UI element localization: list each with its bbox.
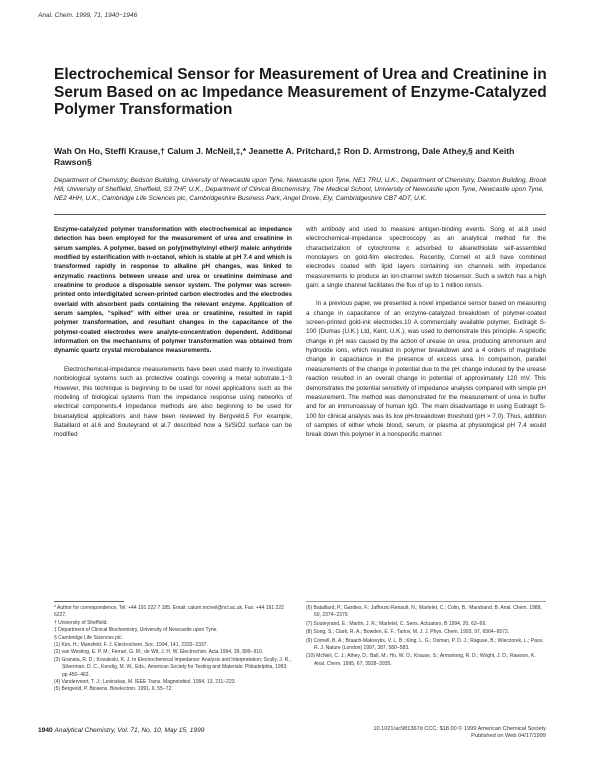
body-paragraph: with antibody and used to measure antigen-binding events. Song et al.8 used electrochemical-impedance spectroscopy as an analytical method for the characterization of cytochrome c adsorbed to alkanethiolate self-assembled monolayers on gold-film electrodes. Recently, Cornell et al.9 have combined electrodes coated with lipid layers containing ion channels with impedance measurements to produce an ion-channel switch biosensor. Such a switch has a high gain: a single channel facilitates the flux of up to 1 million ions/s. xyxy=(306,226,546,290)
footnote: * Author for correspondence. Tel: +44 191 222 7 185. Email: calum.mcneil@ncl.ac.uk. Fax: +44 191 222 6227. xyxy=(54,605,284,619)
reference: (10) McNeil, C. J.; Athey, D.; Ball, M.; Ho, W. O.; Krause, S.; Armstrong, R. D.; Wright, J. D.; Rawson, K. Anal. Chem. 1995, 67, 3928−3935. xyxy=(306,653,536,667)
body-paragraph: In a previous paper, we presented a novel impedance sensor based on measuring a change in capacitance of an enzyme-catalyzed breakdown of polymer-coated screen-printed gold-ink electrodes.10 A commercially available polymer, Eudragit S-100 (Dumas (U.K.) Ltd, Kent, U.K.), was used to demonstrate this principle. A specific change in pH was caused by the action of urease on urea, producing ammonium and hydroxide ions, which resulted in polymer breakdown and a 4 orders of magnitude change in capacitance in the presence of excess urea. In comparison, parallel measurements of the change in potential due to the pH change induced by the urease reaction resulted in an overall change in potential of approximately 120 mV. This demonstrates the potential sensitivity of impedance analysis compared with simple pH measurement. The method was demonstrated for the measurement of urea in buffer and for an immunoassay of human IgG. The main disadvantage in using Eudragit S-100 for clinical analysis was its low pH-breakdown threshold (pH > 7.0). Thus, addition of samples of either whole blood, serum, or plasma at physiological pH 7.4 would break down this polymer in a nonspecific manner. xyxy=(306,300,546,439)
affiliations: Department of Chemistry, Bedson Building, University of Newcastle upon Tyne, Newcastle upon Tyne, NE1 7RU, U.K., Department of Chemistry, Dainton Building, Brook Hill, University of Sheffield, Sheffield, S3 7HF, U.K., Department of Clinical Biochemistry, The Medical School, University of Newcastle upon Tyne, Newcastle upon Tyne, NE2 4HH, U.K., Cambridge Life Sciences plc, Cambridgeshire Business Park, Angel Drove, Ely, Cambridgeshire CB7 4DT, U.K. xyxy=(54,177,547,203)
journal-abbrev: Anal. Chem. xyxy=(38,12,74,19)
left-column xyxy=(54,225,292,449)
references-divider xyxy=(306,601,546,602)
abstract: Enzyme-catalyzed polymer transformation with electrochemical ac impedance detection has been employed for the measurement of urea and creatinine in serum samples. A polymer, based on poly(methylvinyl ether)/ maleic anhydride modified by esterification with n-octanol, which is stable at pH 7.4 and which is transformed rapidly in response to alkaline pH changes, was linked to enzymatic reactions between urease and urea or creatinine deiminase and creatinine to produce a disposable sensor system. The polymer was screen-printed onto interdigitated screen-printed carbon electrodes and the electrodes overlaid with absorbent pads containing the relevant enzyme. Application of serum samples, “spiked” with either urea or creatinine, resulted in rapid polymer transformation, and resultant changes in the capacitance of the polymer-coated electrodes were analyte-concentration dependent. Additional information on the mechanisms of polymer transformation was obtained from dynamic quartz crystal microbalance measurements. xyxy=(54,226,292,355)
reference: (9) Cornell, B. A.; Braach-Maksvytis, V. L. B.; King, L. G.; Osman, P. D. J.; Raguse, B.; Wieczorek, L.; Pace, R. J. Nature (London) 1997, 387, 580−583. xyxy=(306,637,544,652)
page-footer-right xyxy=(330,726,546,741)
right-column xyxy=(306,225,546,449)
footnote: † University of Sheffield. xyxy=(54,619,108,626)
journal-citation: 1999, 71, 1940−1946 xyxy=(75,12,138,19)
header-divider xyxy=(54,214,546,215)
journal-issue: Analytical Chemistry, Vol. 71, No. 10, May 15, 1999 xyxy=(54,727,205,734)
footnote-divider xyxy=(54,601,124,602)
reference: (1) Kim, H.; Mansfeld, F. J. Electrochem. Soc. 1994, 141, 2332−2337. xyxy=(54,642,208,649)
reference: (2) van Westing, E. P. M.; Ferrari, G. M.; de Wit, J. H. W. Electrochim. Acta 1994, 39, 899−910. xyxy=(54,649,264,656)
reference: (6) Bataillard, P.; Gardies, F.; Jaffrezic-Renault, N.; Martelet, C.; Colin, B.; Mandrand, B. Anal. Chem. 1988, 60, 2374−2379. xyxy=(306,605,542,619)
published-date: Published on Web 04/17/1999 xyxy=(471,733,546,740)
reference: (8) Song, S.; Clark, R. A.; Bowden, E. F.; Tarlov, M. J. J. Phys. Chem. 1993, 97, 6564−6572. xyxy=(306,629,510,636)
reference: (3) Granata, R. D.; Kovaleski, K. J. In Electrochemical Impedance: Analysis and Interpretation; Scully, J. R., Silverman, D. C., Kendig, M. W., Eds.; American Society for Testing and Materials: Philadelphia, 1993; pp 450−462. xyxy=(54,656,291,678)
article-title: Electrochemical Sensor for Measurement of Urea and Creatinine in Serum Based on ac Impedance Measurement of Enzyme-Catalyzed Polymer Transformation xyxy=(54,66,547,118)
doi-line: 10.1021/ac981367d CCC: $18.00 © 1999 American Chemical Society xyxy=(373,726,546,732)
reference: (5) Bergveld, P. Biosens. Bioelectron. 1991, 6, 55−72. xyxy=(54,686,173,693)
footnote: ‡ Department of Clinical Biochemistry, University of Newcastle upon Tyne. xyxy=(54,627,218,634)
running-head xyxy=(38,12,137,19)
page-footer-left xyxy=(38,727,204,734)
page-number: 1940 xyxy=(38,727,53,734)
reference: (4) Vandervoort, T. J.; Levinskas, M. IEEE Trans. Magnetobiol. 1994, 13, 211−223. xyxy=(54,679,236,686)
references-right xyxy=(306,605,546,669)
author-list: Wah On Ho, Steffi Krause,† Calum J. McNeil,‡,* Jeanette A. Pritchard,‡ Ron D. Armstrong, Dale Athey,§ and Keith Rawson§ xyxy=(54,146,515,167)
intro-paragraph: Electrochemical-impedance measurements have been used mainly to investigate nonbiological systems such as protective coatings covering a metal substrate.1−3 However, this technique is beginning to be used for novel applications such as the modeling of biological systems from the impedance response using networks of electrical components.4 Impedance methods are also beginning to be used for bioanalytical applications and have been reviewed by Bergveld.5 For example, Bataillard et al.6 and Souteyrand et al.7 described how a Si/SiO2 surface can be modified xyxy=(54,365,292,439)
footnotes-left xyxy=(54,605,292,694)
reference: (7) Souteyrand, E.; Martin, J. R.; Martelet, C. Sens. Actuators, B 1994, 20, 63−69. xyxy=(306,620,487,627)
footnote: § Cambridge Life Sciences plc. xyxy=(54,634,123,641)
